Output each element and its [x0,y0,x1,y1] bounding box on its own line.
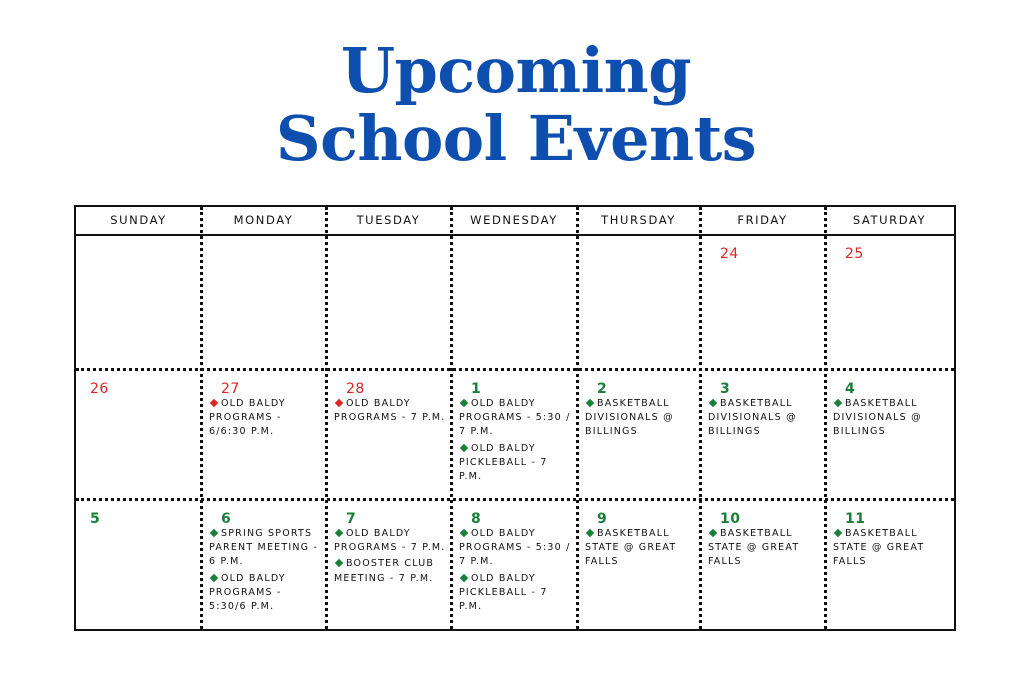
event-text: SPRING SPORTS PARENT MEETING - 6 P.M. [209,528,319,568]
event-list [209,527,323,616]
day-number: 11 [845,511,866,527]
day-number: 1 [471,381,482,397]
event-text: BOOSTER CLUB MEETING - 7 P.M. [334,558,435,584]
event-list [833,397,947,442]
event-text: BASKETBALL DIVISIONALS @ BILLINGS [585,398,674,438]
diamond-icon [460,529,468,537]
event-text: OLD BALDY PROGRAMS - 7 P.M. [334,398,446,424]
day-header-sunday: SUNDAY [110,213,167,227]
diamond-icon [335,529,343,537]
event-item [585,527,699,570]
column-divider [824,207,827,629]
day-header-wednesday: WEDNESDAY [470,213,558,227]
event-item [334,557,448,585]
column-divider [699,207,702,629]
day-number: 8 [471,511,482,527]
event-list [708,527,822,572]
event-text: OLD BALDY PROGRAMS - 5:30/6 P.M. [209,572,286,613]
day-number: 10 [720,511,741,527]
event-list [833,527,947,572]
event-text: BASKETBALL DIVISIONALS @ BILLINGS [708,398,797,438]
diamond-icon [834,399,842,407]
day-number: 26 [90,381,109,397]
event-text: OLD BALDY PICKLEBALL - 7 P.M. [459,572,548,613]
event-list [459,397,573,486]
event-item [209,397,323,440]
day-header-thursday: THURSDAY [601,213,676,227]
event-item [708,397,822,440]
event-list [334,397,448,427]
event-text: BASKETBALL DIVISIONALS @ BILLINGS [833,398,922,438]
diamond-icon [460,443,468,451]
event-text: BASKETBALL STATE @ GREAT FALLS [833,528,925,568]
diamond-icon [210,529,218,537]
day-number: 28 [346,381,365,397]
day-header-saturday: SATURDAY [852,213,927,227]
calendar-grid [74,205,956,631]
event-item [334,527,448,555]
event-text: OLD BALDY PICKLEBALL - 7 P.M. [459,442,548,483]
diamond-icon [335,399,343,407]
event-item [708,527,822,570]
event-item [459,527,573,570]
column-divider [200,207,203,629]
diamond-icon [335,559,343,567]
day-number: 6 [221,511,232,527]
event-text: OLD BALDY PROGRAMS - 5:30 / 7 P.M. [459,398,571,438]
diamond-icon [709,399,717,407]
event-item [459,442,573,485]
event-item [209,527,323,570]
diamond-icon [460,399,468,407]
event-item [209,572,323,615]
day-header-tuesday: TUESDAY [356,213,421,227]
diamond-icon [460,573,468,581]
day-header-monday: MONDAY [233,213,294,227]
event-item [459,572,573,615]
diamond-icon [210,399,218,407]
week-divider [76,368,954,371]
event-list [585,397,699,442]
event-list [708,397,822,442]
column-divider [325,207,328,629]
event-text: OLD BALDY PROGRAMS - 5:30 / 7 P.M. [459,528,571,568]
event-text: OLD BALDY PROGRAMS - 7 P.M. [334,528,446,554]
column-divider [450,207,453,629]
event-item [459,397,573,440]
event-item [585,397,699,440]
diamond-icon [834,529,842,537]
day-number: 27 [221,381,240,397]
diamond-icon [586,399,594,407]
day-number: 7 [346,511,357,527]
event-text: OLD BALDY PROGRAMS - 6/6:30 P.M. [209,398,286,438]
page-title-line-1: Upcoming [340,34,692,107]
event-list [334,527,448,588]
week-divider [76,498,954,501]
day-number: 2 [597,381,608,397]
diamond-icon [210,573,218,581]
diamond-icon [586,529,594,537]
diamond-icon [709,529,717,537]
day-number: 9 [597,511,608,527]
header-divider [76,234,954,236]
event-item [334,397,448,425]
event-text: BASKETBALL STATE @ GREAT FALLS [708,528,800,568]
column-divider [576,207,579,629]
event-item [833,397,947,440]
event-list [459,527,573,616]
event-item [833,527,947,570]
day-number: 25 [845,246,864,262]
event-text: BASKETBALL STATE @ GREAT FALLS [585,528,677,568]
event-list [585,527,699,572]
page-title-line-2: School Events [275,102,757,175]
day-number: 3 [720,381,731,397]
day-number: 24 [720,246,739,262]
event-list [209,397,323,442]
day-number: 4 [845,381,856,397]
day-header-friday: FRIDAY [737,213,788,227]
day-number: 5 [90,511,101,527]
